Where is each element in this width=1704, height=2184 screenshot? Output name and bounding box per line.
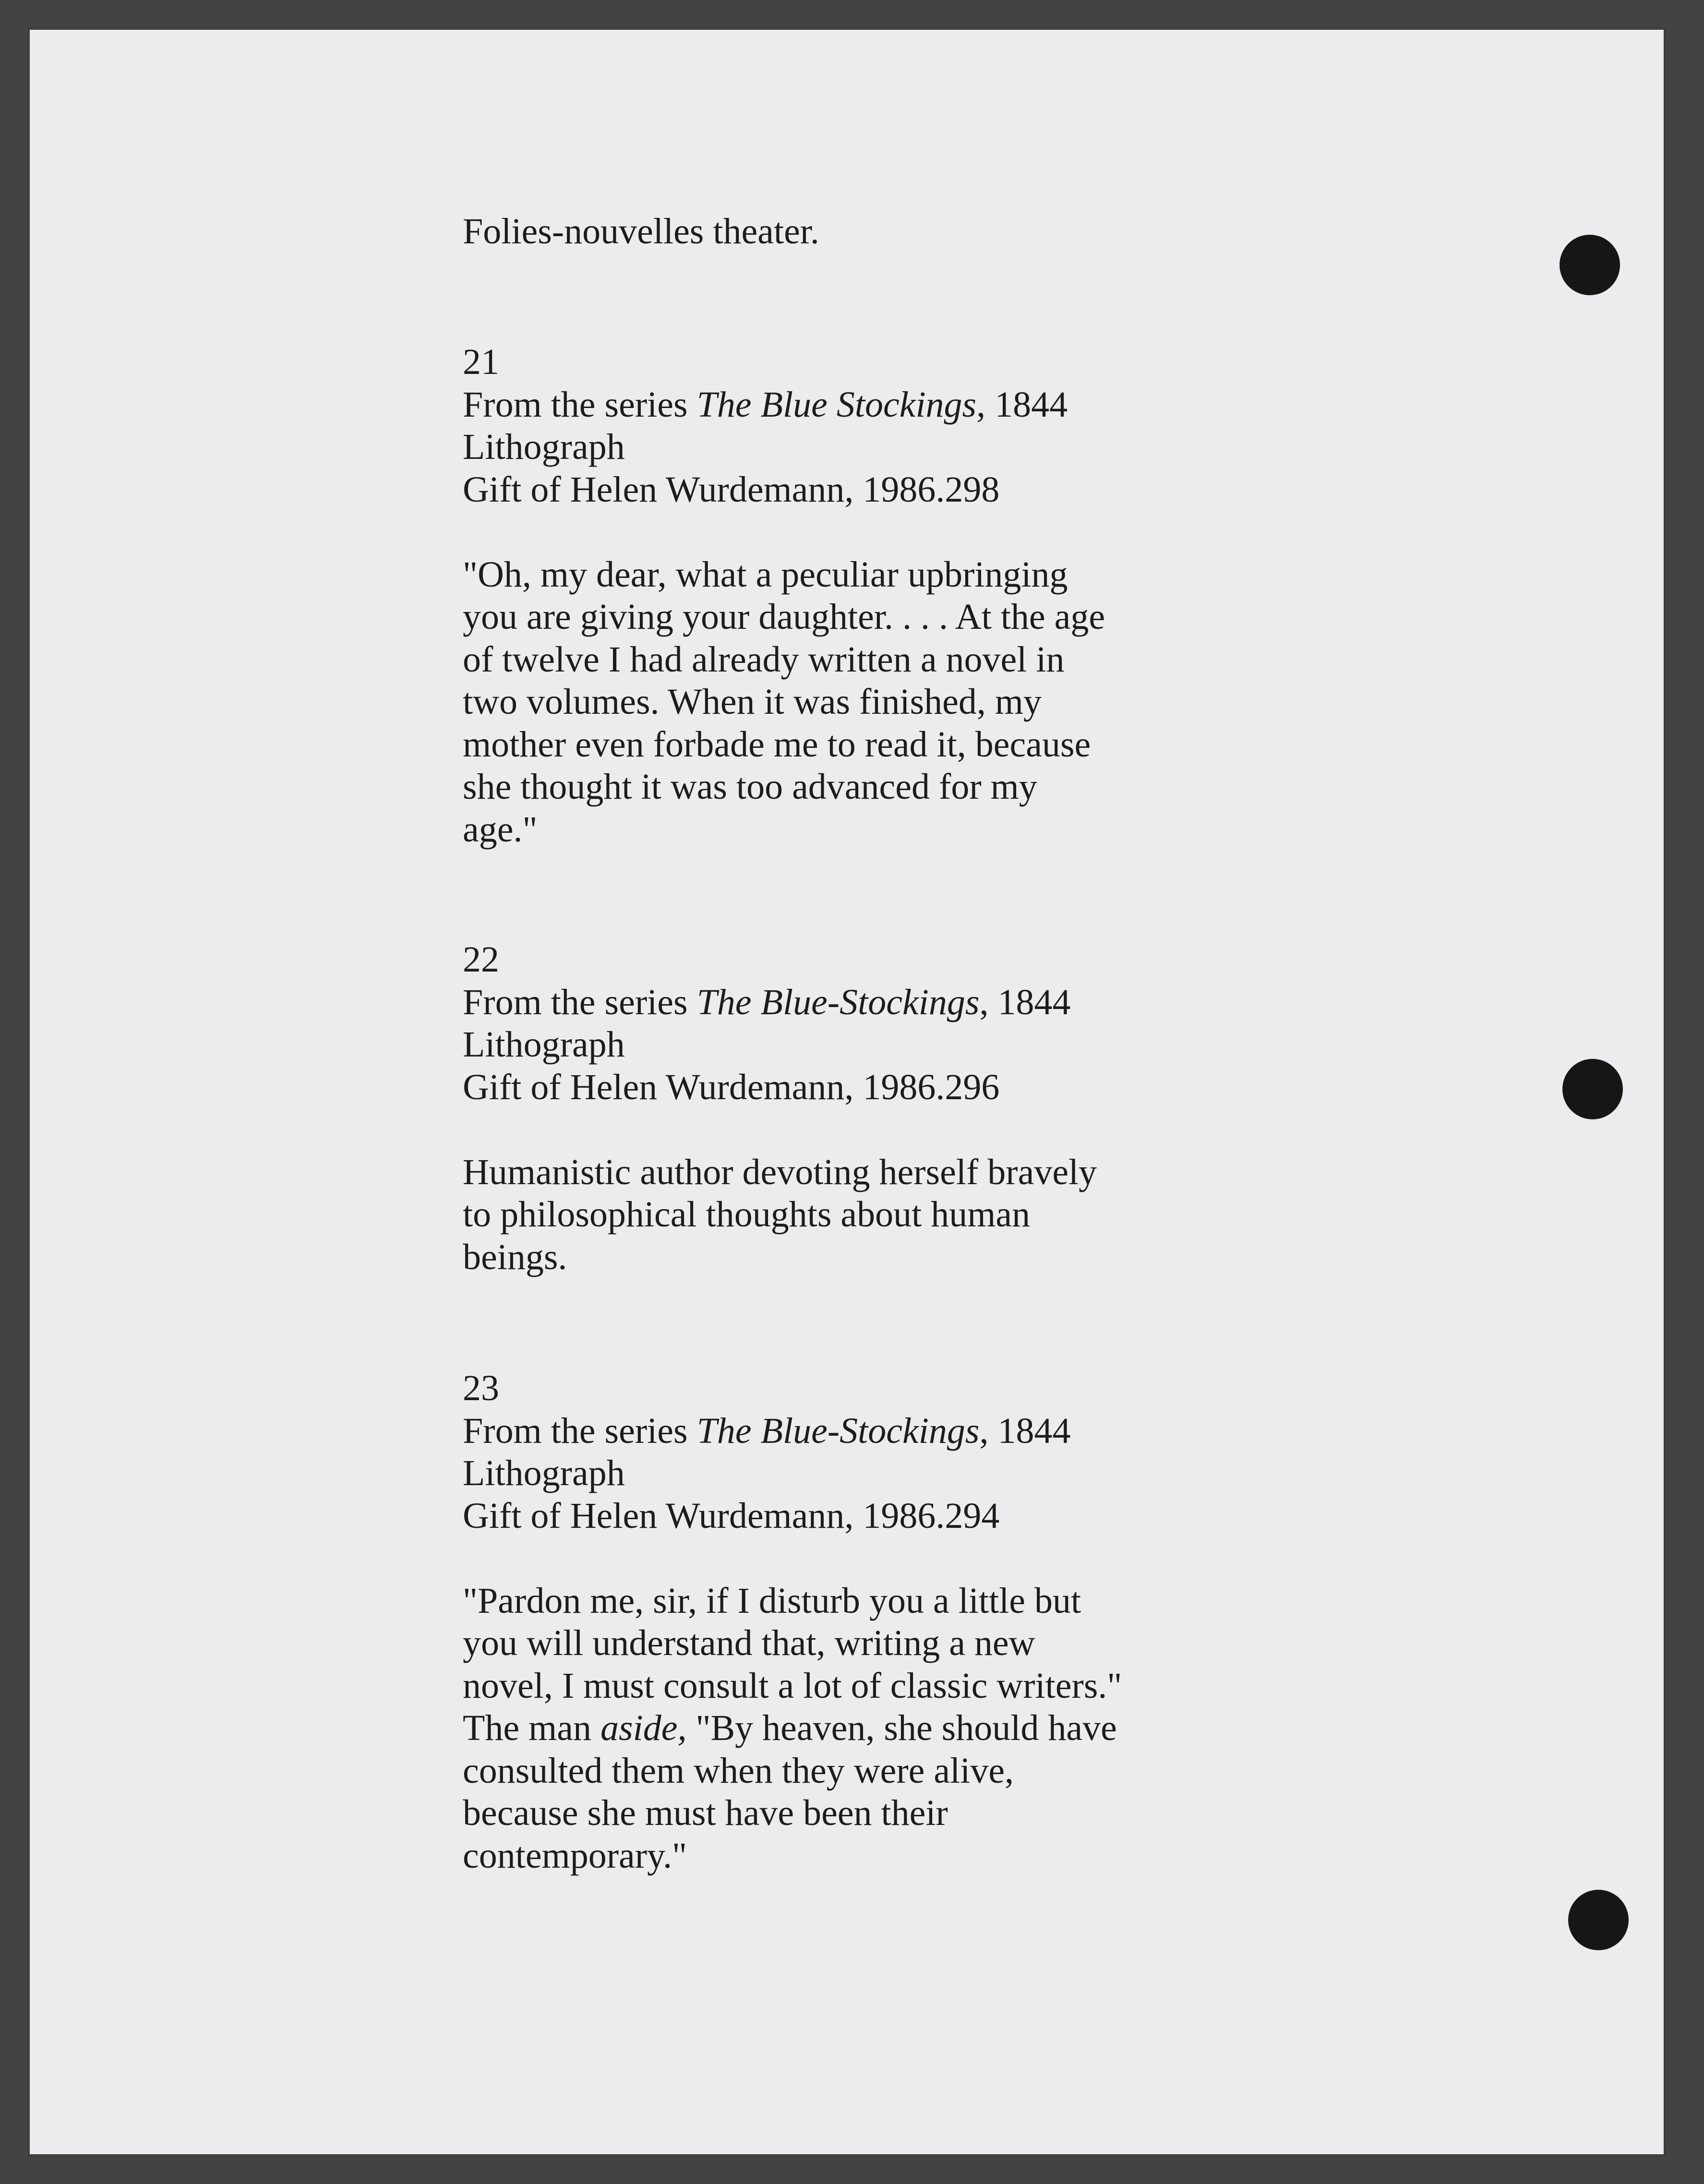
- caption-aside-word: aside,: [600, 1708, 687, 1748]
- entry-medium: Lithograph: [463, 427, 625, 467]
- entry-credit: Gift of Helen Wurdemann, 1986.294: [463, 1495, 1000, 1536]
- caption-line: beings.: [463, 1236, 567, 1277]
- continuation-text: Folies-nouvelles theater.: [463, 211, 819, 252]
- entry-number: 22: [463, 939, 499, 980]
- entry-series: [463, 1410, 1279, 1452]
- entry-spacer: [463, 1108, 1279, 1151]
- entry-series: [463, 384, 1279, 426]
- caption-line: "Pardon me, sir, if I disturb you a little but: [463, 1580, 1081, 1621]
- caption-line: because she must have been their: [463, 1793, 948, 1833]
- entry-spacer: [463, 511, 1279, 553]
- continuation-block: [463, 210, 1279, 253]
- series-title: The Blue-Stockings: [696, 1410, 980, 1451]
- caption-line: she thought it was too advanced for my: [463, 767, 1037, 807]
- entry-number: 23: [463, 1368, 499, 1408]
- caption-line: you are giving your daughter. . . . At the age: [463, 597, 1105, 637]
- entry-series: [463, 981, 1279, 1024]
- catalog-entry-23: [463, 1367, 1279, 1877]
- series-year: , 1844: [979, 1410, 1071, 1451]
- caption-line: "Oh, my dear, what a peculiar upbringing: [463, 554, 1068, 595]
- entry-spacer: [463, 1537, 1279, 1580]
- caption-line: novel, I must consult a lot of classic writers.": [463, 1665, 1122, 1706]
- series-year: , 1844: [979, 982, 1071, 1022]
- binder-hole-top: [1560, 235, 1620, 295]
- caption-line: of twelve I had already written a novel in: [463, 639, 1065, 680]
- entry-medium: Lithograph: [463, 1453, 625, 1493]
- caption-line: [463, 1707, 1279, 1750]
- series-prefix: From the series: [463, 982, 697, 1022]
- caption-line: two volumes. When it was finished, my: [463, 682, 1042, 722]
- caption-line: contemporary.": [463, 1835, 687, 1876]
- series-prefix: From the series: [463, 384, 697, 425]
- series-title: The Blue-Stockings: [696, 982, 980, 1022]
- binder-hole-middle: [1562, 1059, 1623, 1119]
- entry-credit: Gift of Helen Wurdemann, 1986.296: [463, 1067, 1000, 1107]
- entry-credit: Gift of Helen Wurdemann, 1986.298: [463, 469, 1000, 510]
- caption-line-start: The man: [463, 1708, 601, 1748]
- caption-aside-rest: "By heaven, she should have: [686, 1708, 1117, 1748]
- binder-hole-bottom: [1568, 1890, 1629, 1950]
- caption-line: to philosophical thoughts about human: [463, 1194, 1031, 1235]
- entry-number: 21: [463, 342, 499, 382]
- caption-line: age.": [463, 809, 538, 850]
- caption-line: consulted them when they were alive,: [463, 1750, 1014, 1791]
- entry-medium: Lithograph: [463, 1024, 625, 1065]
- series-title: The Blue Stockings: [696, 384, 977, 425]
- series-prefix: From the series: [463, 1410, 697, 1451]
- catalog-entry-22: [463, 938, 1279, 1278]
- caption-line: you will understand that, writing a new: [463, 1623, 1035, 1663]
- series-year: , 1844: [976, 384, 1068, 425]
- caption-line: mother even forbade me to read it, because: [463, 724, 1091, 765]
- caption-line: Humanistic author devoting herself bravely: [463, 1152, 1097, 1192]
- catalog-entry-21: [463, 341, 1279, 851]
